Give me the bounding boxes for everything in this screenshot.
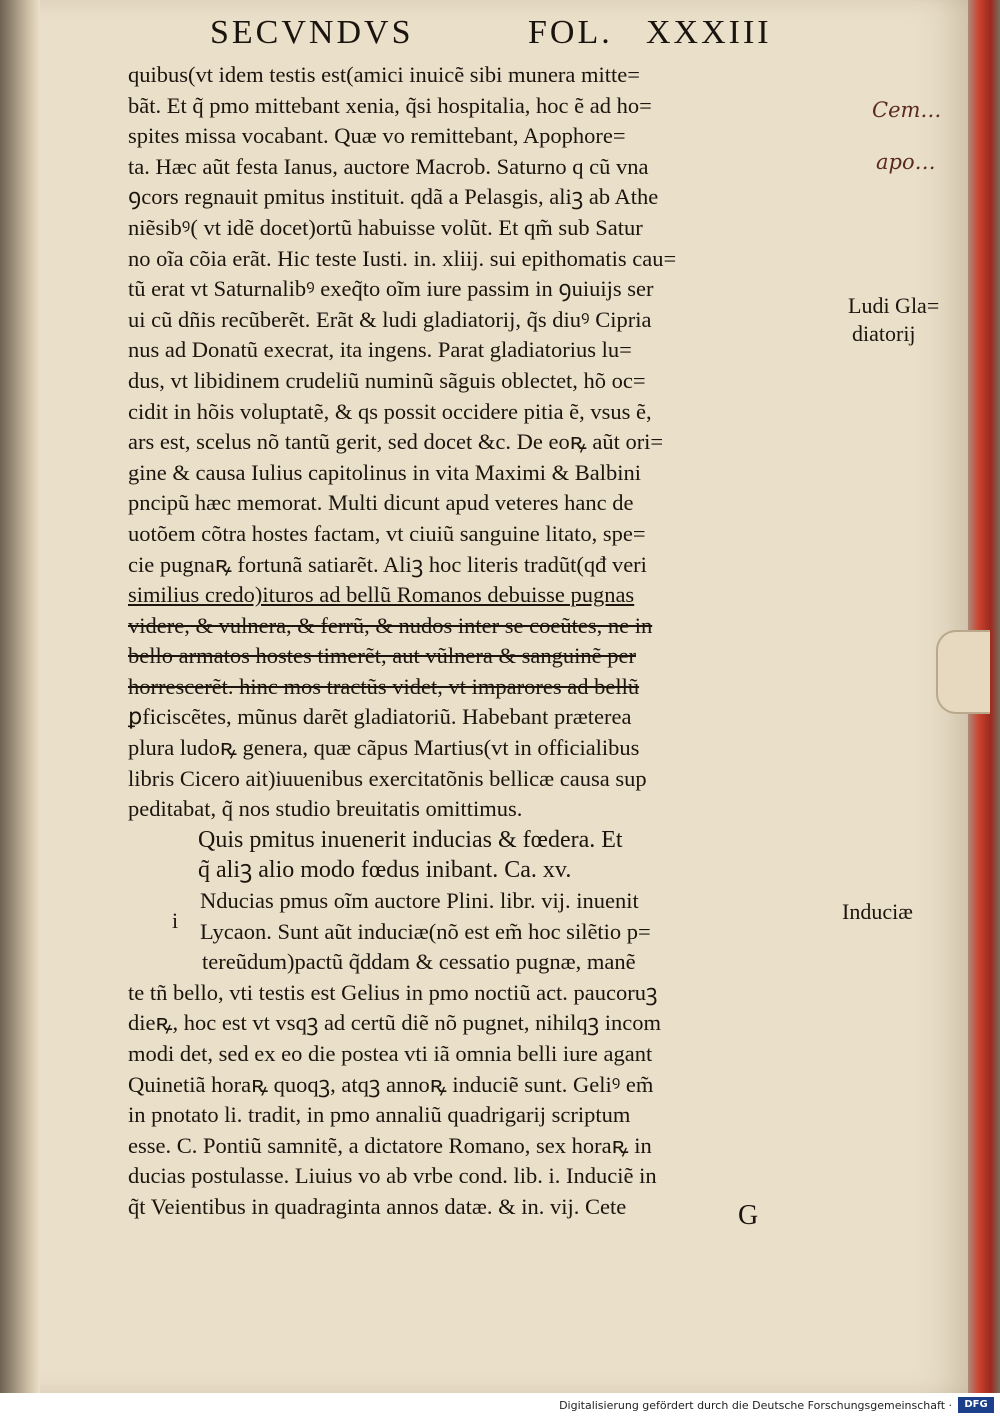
text-line: nus ad Donatũ execrat, ita ingens. Parat gladiatorius lu= [128,337,632,363]
dfg-logo: DFG [958,1397,994,1413]
text-line: pncipũ hæc memorat. Multi dicunt apud veteres hanc de [128,490,634,516]
text-line: te tñ bello, vti testis est Gelius in pmo noctiũ act. paucoruꝫ [128,979,658,1005]
text-line: uotõem cõtra hostes factam, vt ciuiũ sanguine litato, spe= [128,520,646,546]
text-line: Quis pmitus inuenerit inducias & fœdera. Et [198,826,623,853]
text-line: ta. Hæc aũt festa Ianus, auctore Macrob. Saturno q cũ vna [128,153,649,179]
text-line: dieꝶ, hoc est vt vsqꝫ ad certũ diẽ nõ pugnet, nihilqꝫ incom [128,1010,661,1036]
page-gutter [0,0,40,1393]
text-line: quibus(vt idem testis est(amici inuicẽ sibi munera mitte= [128,62,640,87]
marginal-note-ludi-line1: Ludi Gla= [848,293,940,318]
text-line: plura ludoꝶ genera, quæ cãpus Martius(vt in officialibus [128,735,640,761]
footer-bar [0,1393,1000,1419]
text-line: q̃t Veientibus in quadraginta annos datæ. & in. vij. Cete [128,1193,627,1219]
text-line: Nducias pmus oĩm auctore Plini. libr. vij. inuenit [200,888,639,914]
text-line: no oĩa cõia erãt. Hic teste Iusti. in. xliij. sui epithomatis cau= [128,245,677,271]
marginal-note-induciae: Induciæ [842,899,913,924]
catchword: G [738,1200,759,1231]
page-fold-notch [936,630,990,714]
text-line: ars est, scelus nõ tantũ gerit, sed docet &c. De eoꝶ aũt ori= [128,429,664,455]
text-line: bello armatos hostes timerẽt, aut vũlnera & sanguinẽ per [128,643,636,669]
header-title: SECVNDVS [210,14,414,51]
text-line: ui cũ dñis recũberẽt. Erãt & ludi gladiatorij, q̃s diuꝰ Cipria [128,306,652,332]
handwritten-note-2: apo… [876,150,936,174]
running-header [210,14,800,58]
text-line: cidit in hõis voluptatẽ, & qs possit occidere pitia ẽ, vsus ẽ, [128,398,652,424]
footer-credit: Digitalisierung gefördert durch die Deutsche Forschungsgemeinschaft · [559,1399,952,1412]
text-line: bãt. Et q̃ pmo mittebant xenia, q̃si hospitalia, hoc ẽ ad ho= [128,92,652,118]
text-line: cie pugnaꝶ fortunã satiarẽt. Aliꝫ hoc literis tradũt(qđ veri [128,551,647,577]
guide-letter: i [172,908,179,933]
text-line: peditabat, q̃ nos studio breuitatis omittimus. [128,796,523,822]
text-line: dus, vt libidinem crudeliũ numinũ sãguis oblectet, hõ oc= [128,367,646,393]
text-line: horrescerẽt. hinc mos tractũs videt, vt imparores ad bellũ [128,673,640,699]
text-line: spites missa vocabant. Quæ vo remittebant, Apophore= [128,123,626,149]
text-line: ducias postulasse. Liuius vo ab vrbe cond. lib. i. Induciẽ in [128,1163,657,1189]
text-line: ꝑficiscẽtes, mũnus darẽt gladiatoriũ. Habebant præterea [128,704,632,730]
text-line: videre, & vulnera, & ferrũ, & nudos inter se coeũtes, ne in [128,612,653,638]
text-line: niẽsibꝰ( vt idẽ docet)ortũ habuisse volũt. Et qm̃ sub Satur [128,214,643,240]
text-line: esse. C. Pontiũ samnitẽ, a dictatore Romano, sex horaꝶ in [128,1132,652,1158]
text-line: gine & causa Iulius capitolinus in vita Maximi & Balbini [128,459,642,485]
marginal-note-ludi [848,292,939,348]
header-folio-number: XXXIII [646,14,772,51]
text-line: similius credo)ituros ad bellũ Romanos debuisse pugnas [128,582,635,608]
text-line: q̃ aliꝫ alio modo fœdus inibant. Ca. xv. [198,857,572,884]
text-line: ꝯcors regnauit pmitus instituit. qdã a Pelasgis, aliꝫ ab Athe [128,184,659,210]
text-line: tũ erat vt Saturnalibꝰ exeq̃to oĩm iure passim in ꝯuiuijs ser [128,276,654,302]
text-line: in pnotato li. tradit, in pmo annaliũ quadrigarij scriptum [128,1102,631,1128]
header-fol: FOL. [528,14,613,51]
main-text-block [128,60,846,1223]
text-line: Quinetiã horaꝶ quoqꝫ, atqꝫ annoꝶ induciẽ sunt. Geliꝰ em̃ [128,1071,654,1097]
handwritten-note-1: Cem… [872,98,942,122]
text-line: Lycaon. Sunt aũt induciæ(nõ est em̃ hoc silẽtio p= [200,918,651,944]
text-line: libris Cicero ait)iuuenibus exercitatõnis bellicæ causa sup [128,765,647,791]
marginal-note-ludi-line2: diatorij [852,321,916,346]
text-line: tereũdum)pactũ q̃ddam & cessatio pugnæ, manẽ [202,949,636,975]
text-line: modi det, sed ex eo die postea vti iã omnia belli iure agant [128,1041,653,1066]
